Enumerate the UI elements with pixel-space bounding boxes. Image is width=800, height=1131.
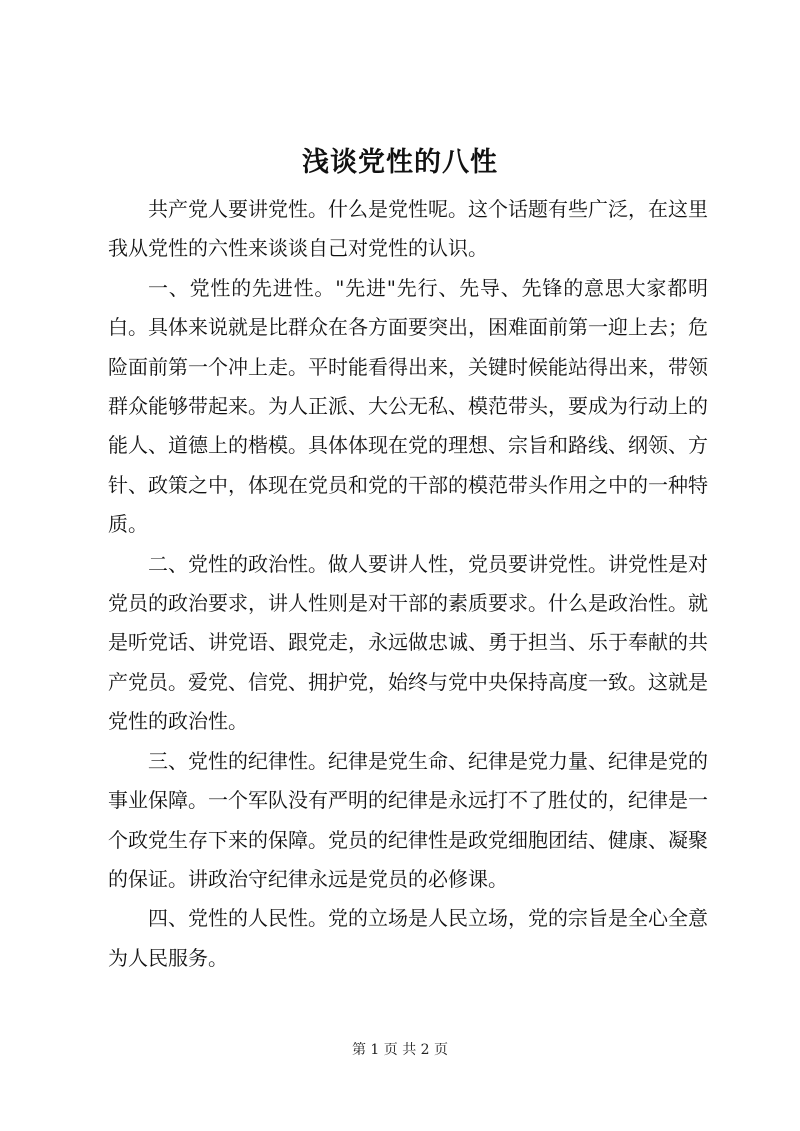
document-body: [108, 190, 708, 978]
paragraph-intro: 共产党人要讲党性。什么是党性呢。这个话题有些广泛，在这里我从党性的六性来谈谈自己对党性的认识。: [108, 197, 708, 261]
document-title: 浅谈党性的八性: [302, 147, 498, 178]
page-number-footer: 第 1 页 共 2 页: [351, 1042, 449, 1058]
paragraph-advanced-nature: 一、党性的先进性。"先进"先行、先导、先锋的意思大家都明白。具体来说就是比群众在各方面要突出，困难面前第一迎上去；危险面前第一个冲上走。平时能看得出来，关键时候能站得出来，带领群众能够带起来。为人正派、大公无私、模范带头，要成为行动上的能人、道德上的楷模。具体体现在党的理想、宗旨和路线、纲领、方针、政策之中，体现在党员和党的干部的模范带头作用之中的一种特质。: [108, 275, 708, 537]
paragraph-discipline-nature: 三、党性的纪律性。纪律是党生命、纪律是党力量、纪律是党的事业保障。一个军队没有严明的纪律是永远打不了胜仗的，纪律是一个政党生存下来的保障。党员的纪律性是政党细胞团结、健康、凝聚的保证。讲政治守纪律永远是党员的必修课。: [108, 748, 708, 891]
paragraph-people-nature: 四、党性的人民性。党的立场是人民立场，党的宗旨是全心全意为人民服务。: [108, 906, 708, 970]
paragraph-political-nature: 二、党性的政治性。做人要讲人性，党员要讲党性。讲党性是对党员的政治要求，讲人性则是对干部的素质要求。什么是政治性。就是听党话、讲党语、跟党走，永远做忠诚、勇于担当、乐于奉献的共产党员。爱党、信党、拥护党，始终与党中央保持高度一致。这就是党性的政治性。: [108, 551, 708, 734]
